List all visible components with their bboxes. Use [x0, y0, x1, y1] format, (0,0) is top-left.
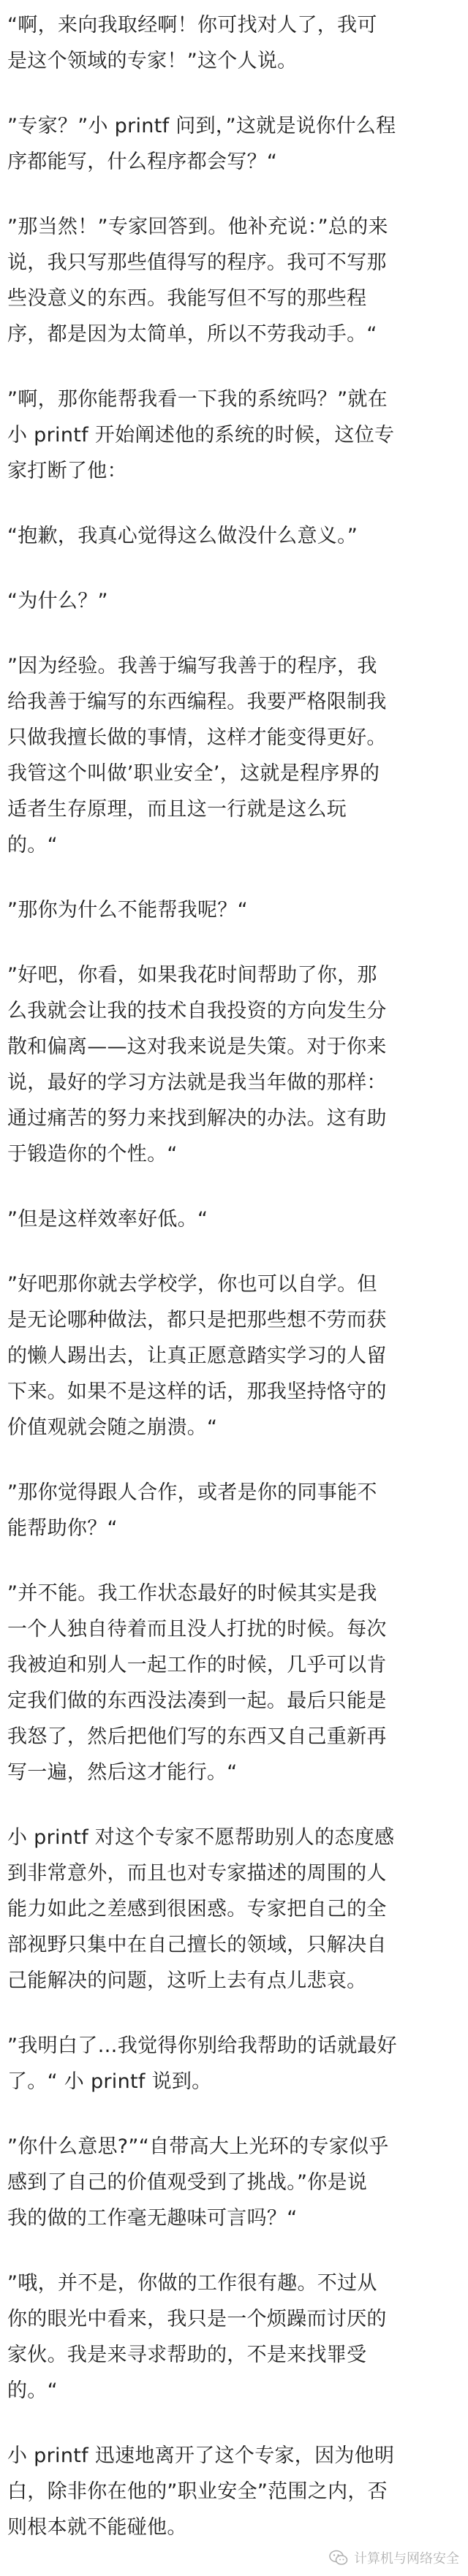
paragraph: “为什么？”	[7, 590, 108, 612]
paragraph: “啊，来向我取经啊！你可找对人了，我可 是这个领域的专家！”这个人说。	[7, 14, 377, 72]
paragraph: ”你什么意思?”“自带高大上光环的专家似乎 感到了自己的价值观受到了挑战。”你是说 我的做的工作毫无趣味可言吗？“	[7, 2135, 389, 2230]
paragraph: ”并不能。我工作状态最好的时候其实是我 一个人独自待着而且没人打扰的时候。每次 我被迫和别人一起工作的时候，几乎可以肯 定我们做的东西没法凑到一起。最后只能是 我怒了，然后把他们写的东西又自己重新再 写一遍，然后这才能行。“	[7, 1582, 387, 1784]
paragraph: ”因为经验。我善于编写我善于的程序，我 给我善于编写的东西编程。我要严格限制我 只做我擅长做的事情，这样才能变得更好。 我管这个叫做’职业安全’，这就是程序界的 适者生存原理，而且这一行就是这么玩 的。“	[7, 655, 387, 856]
paragraph: ”哦，并不是，你做的工作很有趣。不过从 你的眼光中看来，我只是一个烦躁而讨厌的 家伙。我是来寻求帮助的，不是来找罪受 的。“	[7, 2272, 387, 2402]
paragraph: ”那你觉得跟人合作，或者是你的同事能不 能帮助你？“	[7, 1481, 377, 1540]
watermark-text: 计算机与网络安全	[354, 2551, 459, 2566]
paragraph: ”好吧那你就去学校学，你也可以自学。但 是无论哪种做法，都只是把那些想不劳而获 的懒人踢出去，让真正愿意踏实学习的人留 下来。如果不是这样的话，那我坚持恪守的 价值观就会随之崩溃。“	[7, 1273, 387, 1439]
paragraph: 小 printf 对这个专家不愿帮助别人的态度感 到非常意外，而且也对专家描述的周围的人 能力如此之差感到很困惑。专家把自己的全 部视野只集中在自己擅长的领域，只解决自 己能解决的问题，这听上去有点儿悲哀。	[7, 1826, 395, 1992]
paragraph: ”专家？”小 printf 问到，”这就是说你什么程 序都能写，什么程序都会写？“	[7, 115, 396, 173]
paragraph: ”那当然！”专家回答到。他补充说：”总的来 说，我只写那些值得写的程序。我可不写那 些没意义的东西。我能写但不写的那些程 序，都是因为太简单，所以不劳我动手。“	[7, 216, 388, 346]
watermark	[329, 2548, 459, 2567]
paragraph: “抱歉，我真心觉得这么做没什么意义。”	[7, 525, 358, 547]
paragraph: ”我明白了…我觉得你别给我帮助的话就最好 了。“ 小 printf 说到。	[7, 2034, 397, 2093]
article-body	[7, 7, 455, 2575]
paragraph: ”那你为什么不能帮我呢？“	[7, 899, 248, 922]
paragraph: ”好吧，你看，如果我花时间帮助了你，那 么我就会让我的技术自我投资的方向发生分 散和偏离——这对我来说是失策。对于你来 说，最好的学习方法就是我当年做的那样： 通过痛苦的努力来找到解决的办法。这有助 于锻造你的个性。“	[7, 964, 387, 1166]
wechat-icon	[329, 2550, 348, 2566]
paragraph: ”啊，那你能帮我看一下我的系统吗？”就在 小 printf 开始阐述他的系统的时候，这位专 家打断了他：	[7, 388, 395, 482]
paragraph: ”但是这样效率好低。“	[7, 1208, 208, 1231]
paragraph: 小 printf 迅速地离开了这个专家，因为他明 白，除非你在他的”职业安全”范围之内，否 则根本就不能碰他。	[7, 2444, 395, 2539]
